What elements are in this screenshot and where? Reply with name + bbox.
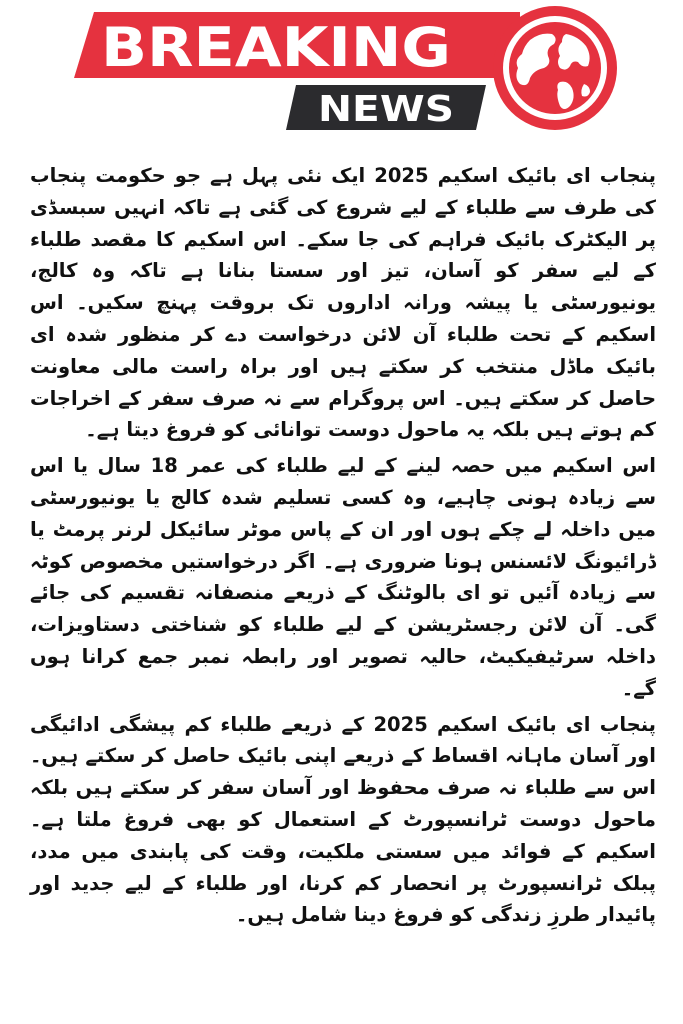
breaking-news-banner xyxy=(0,0,683,145)
article-paragraph-3: پنجاب ای بائیک اسکیم 2025 کے ذریعے طلباء کم پیشگی ادائیگی اور آسان ماہانہ اقساط کے ذریعے اپنی بائیک حاصل کر سکتے ہیں۔ اس سے طلباء نہ صرف محفوظ اور آسان سفر کر سکتے ہیں بلکہ ماحول دوست ٹرانسپورٹ کے استعمال کو بھی فروغ ملتا ہے۔ اسکیم کے فوائد میں سستی ملکیت، وقت کی پابندی میں مدد، پبلک ٹرانسپورٹ پر انحصار کم کرنا، اور طلباء کے لیے جدید اور پائیدار طرزِ زندگی کو فروغ دینا شامل ہیں۔ xyxy=(30,712,656,927)
banner-subtitle: NEWS xyxy=(318,89,454,130)
article-body xyxy=(30,160,656,935)
article-paragraph-2: اس اسکیم میں حصہ لینے کے لیے طلباء کی عمر 18 سال یا اس سے زیادہ ہونی چاہیے، وہ کسی تسلیم شدہ کالج یا یونیورسٹی میں داخلہ لے چکے ہوں اور ان کے پاس موٹر سائیکل لرنر پرمٹ یا ڈرائیونگ لائسنس ہونا ضروری ہے۔ اگر درخواستیں مخصوص کوٹہ سے زیادہ آئیں تو ای بالوٹنگ کے ذریعے منصفانہ تقسیم کی جائے گی۔ آن لائن رجسٹریشن کے لیے طلباء کو شناختی دستاویزات، داخلہ سرٹیفیکیٹ، حالیہ تصویر اور رابطہ نمبر جمع کرانا ہوں گے۔ xyxy=(30,454,656,700)
globe-icon xyxy=(493,6,617,130)
banner-graphic xyxy=(0,0,683,145)
article-paragraph-1: پنجاب ای بائیک اسکیم 2025 ایک نئی پہل ہے جو حکومت پنجاب کی طرف سے طلباء کے لیے شروع کی گئی ہے تاکہ انہیں سبسڈی پر الیکٹرک بائیک فراہم کی جا سکے۔ اس اسکیم کا مقصد طلباء کے لیے سفر کو آسان، تیز اور سستا بنانا ہے تاکہ وہ کالج، یونیورسٹی یا پیشہ ورانہ اداروں تک بروقت پہنچ سکیں۔ اس اسکیم کے تحت طلباء آن لائن درخواست دے کر منظور شدہ ای بائیک ماڈل منتخب کر سکتے ہیں اور براہ راست مالی معاونت حاصل کر سکتے ہیں۔ اس پروگرام سے نہ صرف سفر کے اخراجات کم ہوتے ہیں بلکہ یہ ماحول دوست توانائی کو فروغ دیتا ہے۔ xyxy=(30,164,656,442)
banner-title: BREAKING xyxy=(101,16,451,79)
